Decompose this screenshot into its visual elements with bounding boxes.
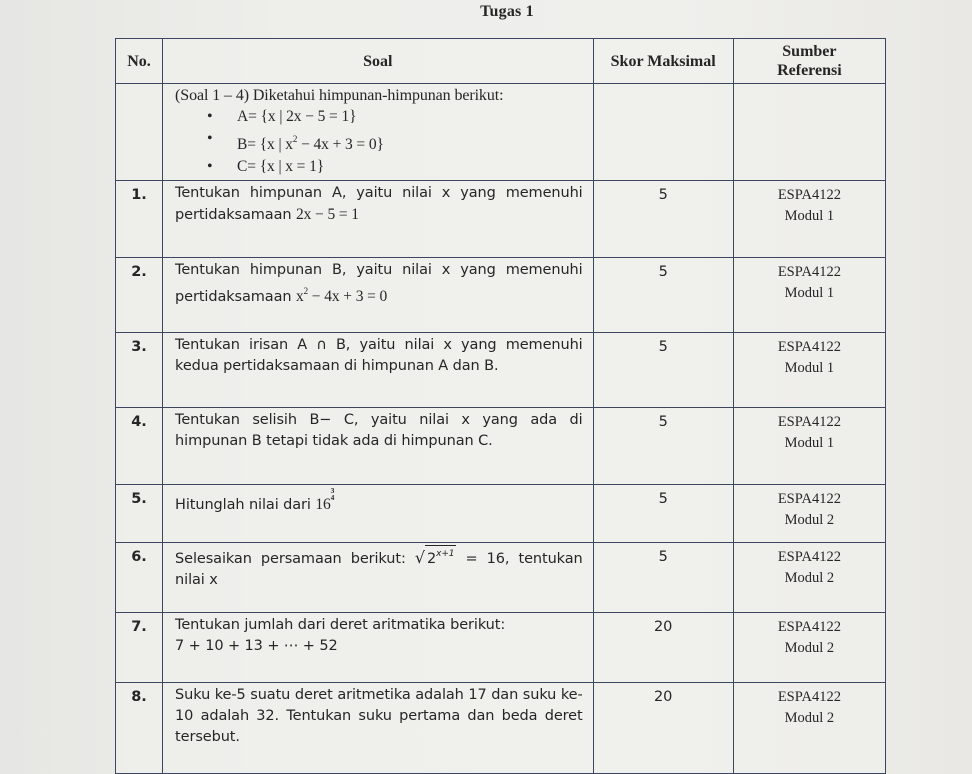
cell-skor: 20 — [593, 613, 733, 683]
sqrt-icon: √ — [414, 548, 425, 567]
cell-referensi: ESPA4122 Modul 1 — [733, 258, 885, 333]
fraction-exponent: 3 4 — [330, 486, 335, 502]
table-row — [116, 683, 886, 774]
cell-skor: 5 — [593, 485, 733, 543]
cell-skor: 20 — [593, 683, 733, 774]
cell-soal: Hitunglah nilai dari 16 3 4 — [163, 485, 594, 543]
set-item-a: • A= {x | 2x − 5 = 1} — [237, 106, 583, 128]
cell-soal-intro — [163, 84, 594, 181]
header-referensi-line1: Sumber — [782, 43, 837, 60]
cell-skor: 5 — [593, 258, 733, 333]
cell-referensi: ESPA4122 Modul 2 — [733, 485, 885, 543]
table-row-intro — [116, 84, 886, 181]
cell-soal: Tentukan jumlah dari deret aritmatika berikut: 7 + 10 + 13 + ⋯ + 52 — [163, 613, 594, 683]
cell-referensi: ESPA4122 Modul 1 — [733, 333, 885, 408]
cell-no: 1. — [116, 181, 163, 258]
math-expression: $x^2 - 4x + 3 = 0$ — [295, 286, 388, 305]
math-expression: 16 3 4 — [315, 486, 335, 513]
table-row — [116, 408, 886, 485]
table-row — [116, 181, 886, 258]
cell-skor: 5 — [593, 181, 733, 258]
cell-skor: 5 — [593, 408, 733, 485]
cell-soal: Tentukan irisan A ∩ B, yaitu nilai x yang memenuhi kedua pertidaksamaan di himpunan A dan B. — [163, 333, 594, 408]
cell-soal: Tentukan selisih B− C, yaitu nilai x yang ada di himpunan B tetapi tidak ada di himpunan C. — [163, 408, 594, 485]
header-skor: Skor Maksimal — [593, 39, 733, 84]
cell-no — [116, 84, 163, 181]
table-row — [116, 485, 886, 543]
assignment-table — [115, 38, 886, 774]
table-row — [116, 258, 886, 333]
cell-no: 5. — [116, 485, 163, 543]
cell-no: 6. — [116, 543, 163, 613]
set-item-b: • B= {x | $x^2 - 4x + 3 = 0$} — [237, 128, 583, 156]
cell-soal: Tentukan himpunan B, yaitu nilai x yang memenuhi pertidaksamaan $x^2 - 4x + 3 = 0$ — [163, 258, 594, 333]
cell-skor — [593, 84, 733, 181]
cell-referensi: ESPA4122 Modul 2 — [733, 683, 885, 774]
table-row — [116, 543, 886, 613]
cell-soal: Tentukan himpunan A, yaitu nilai x yang memenuhi pertidaksamaan 2x − 5 = 1 — [163, 181, 594, 258]
cell-soal: Suku ke-5 suatu deret aritmetika adalah 17 dan suku ke-10 adalah 32. Tentukan suku pertama dan beda deret tersebut. — [163, 683, 594, 774]
set-list — [175, 106, 583, 178]
cell-soal: Selesaikan persamaan berikut: √ $2^{x+1} = 16$, tentukan nilai x — [163, 543, 594, 613]
header-soal: Soal — [163, 39, 594, 84]
cell-skor: 5 — [593, 543, 733, 613]
cell-referensi: ESPA4122 Modul 2 — [733, 613, 885, 683]
cell-referensi: ESPA4122 Modul 1 — [733, 408, 885, 485]
cell-no: 2. — [116, 258, 163, 333]
cell-referensi: ESPA4122 Modul 2 — [733, 543, 885, 613]
header-referensi — [733, 39, 885, 84]
cell-referensi — [733, 84, 885, 181]
cell-no: 4. — [116, 408, 163, 485]
table-row — [116, 613, 886, 683]
math-expression: 7 + 10 + 13 + ⋯ + 52 — [175, 638, 338, 654]
table-header-row — [116, 39, 886, 84]
cell-referensi: ESPA4122 Modul 1 — [733, 181, 885, 258]
set-item-c: • C= {x | x = 1} — [237, 156, 583, 178]
cell-no: 7. — [116, 613, 163, 683]
cell-skor: 5 — [593, 333, 733, 408]
intro-text: (Soal 1 – 4) Diketahui himpunan-himpunan berikut: — [175, 87, 504, 104]
math-expression: 2x − 5 = 1 — [295, 206, 359, 223]
page-title: Tugas 1 — [480, 3, 534, 20]
cell-no: 8. — [116, 683, 163, 774]
header-no: No. — [116, 39, 163, 84]
cell-no: 3. — [116, 333, 163, 408]
table-row — [116, 333, 886, 408]
math-expression: √ $2^{x+1} = 16$ — [415, 551, 505, 567]
header-referensi-line2: Referensi — [777, 62, 842, 79]
